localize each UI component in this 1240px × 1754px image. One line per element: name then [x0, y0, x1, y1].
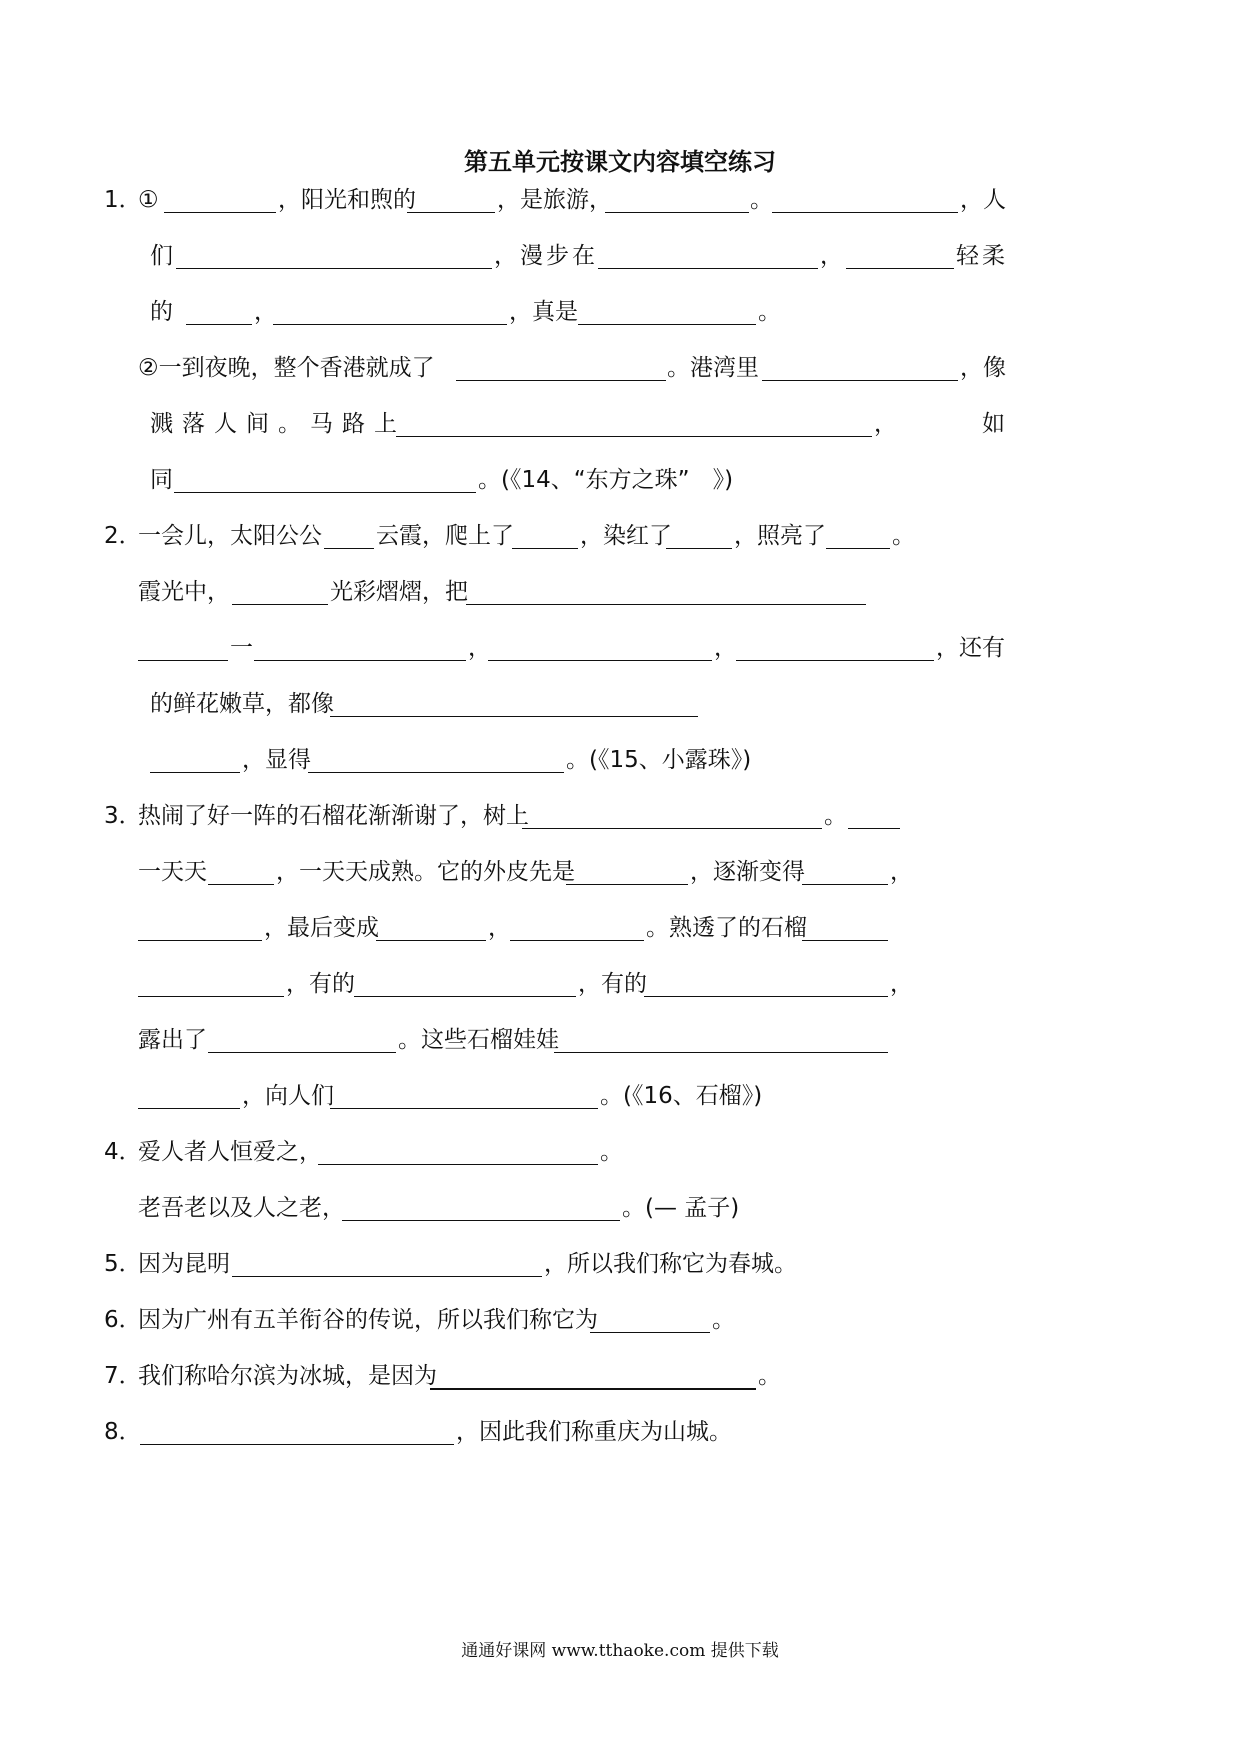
- text: 我们称哈尔滨为冰城，是因为: [138, 1363, 437, 1389]
- text: 因为昆明: [138, 1251, 230, 1277]
- fill-blank[interactable]: [826, 548, 890, 549]
- q4-line-2: [0, 1190, 1240, 1226]
- q3-line-3: [0, 910, 1240, 946]
- fill-blank[interactable]: [605, 212, 749, 213]
- fill-blank[interactable]: [138, 940, 262, 941]
- question-number: 7．: [104, 1363, 142, 1389]
- text: ，一天天成熟。它的外皮先是: [276, 859, 575, 885]
- fill-blank[interactable]: [396, 436, 872, 437]
- fill-blank[interactable]: [488, 660, 712, 661]
- fill-blank[interactable]: [254, 660, 466, 661]
- fill-blank[interactable]: [208, 1052, 396, 1053]
- text: ，像: [960, 355, 1006, 381]
- fill-blank[interactable]: [232, 1276, 542, 1277]
- q2-line-5: [0, 742, 1240, 778]
- text: ，有的: [578, 971, 647, 997]
- text: 云霞，爬上了: [376, 523, 514, 549]
- text: 。: [758, 1363, 781, 1389]
- fill-blank[interactable]: [318, 1164, 598, 1165]
- text: 。: [824, 803, 847, 829]
- text: 。(— 孟子): [622, 1195, 740, 1221]
- text: 的鲜花嫩草，都像: [150, 691, 334, 717]
- fill-blank[interactable]: [802, 884, 888, 885]
- fill-blank[interactable]: [554, 1052, 888, 1053]
- text: 因为广州有五羊衔谷的传说，所以我们称它为: [138, 1307, 598, 1333]
- fill-blank[interactable]: [666, 548, 732, 549]
- text: 一天天: [138, 859, 207, 885]
- fill-blank[interactable]: [510, 940, 644, 941]
- text: ①: [138, 187, 159, 213]
- fill-blank[interactable]: [407, 212, 495, 213]
- text: 。(《15、小露珠》): [566, 747, 752, 773]
- text: ，所以我们称它为春城。: [544, 1251, 797, 1277]
- q1-line-6: [0, 462, 1240, 498]
- page-title: 第五单元按课文内容填空练习: [464, 148, 776, 176]
- text: ，还有: [936, 635, 1005, 661]
- q3-line-6: [0, 1078, 1240, 1114]
- text: ，: [468, 635, 491, 661]
- text: 同: [150, 467, 173, 493]
- text: ，是旅游，: [497, 187, 612, 213]
- q2-line-3: [0, 630, 1240, 666]
- fill-blank[interactable]: [138, 996, 284, 997]
- text: ，人: [960, 187, 1006, 213]
- text: 。: [758, 299, 781, 325]
- fill-blank[interactable]: [848, 828, 900, 829]
- q6-line-1: [0, 1302, 1240, 1338]
- question-number: 3．: [104, 803, 142, 829]
- q2-line-2: [0, 574, 1240, 610]
- text: 热闹了好一阵的石榴花渐渐谢了，树上: [138, 803, 529, 829]
- fill-blank[interactable]: [846, 268, 954, 269]
- text: ，: [890, 971, 913, 997]
- q2-line-4: [0, 686, 1240, 722]
- text: ，向人们: [242, 1083, 334, 1109]
- text: 。(《14、“东方之珠” 》): [478, 467, 734, 493]
- text: ，逐渐变得: [690, 859, 805, 885]
- fill-blank[interactable]: [354, 996, 576, 997]
- footer-source: 通通好课网 www.tthaoke.com 提供下载: [461, 1641, 779, 1661]
- text: 如: [982, 411, 1005, 437]
- fill-blank[interactable]: [430, 1388, 756, 1390]
- q1-line-2: [0, 238, 1240, 274]
- fill-blank[interactable]: [174, 492, 476, 493]
- fill-blank[interactable]: [598, 268, 818, 269]
- text: 。(《16、石榴》): [600, 1083, 763, 1109]
- fill-blank[interactable]: [138, 1108, 240, 1109]
- fill-blank[interactable]: [512, 548, 578, 549]
- text: ，因此我们称重庆为山城。: [456, 1419, 732, 1445]
- fill-blank[interactable]: [772, 212, 958, 213]
- text: 爱人者人恒爱之，: [138, 1139, 322, 1165]
- text: 一会儿，太阳公公: [138, 523, 322, 549]
- fill-blank[interactable]: [208, 884, 274, 885]
- q1-line-4: [0, 350, 1240, 386]
- q1-line-5: [0, 406, 1240, 442]
- fill-blank[interactable]: [736, 660, 934, 661]
- text: 。这些石榴娃娃: [398, 1027, 559, 1053]
- text: 露出了: [138, 1027, 207, 1053]
- text: ②一到夜晚，整个香港就成了: [138, 355, 435, 381]
- fill-blank[interactable]: [456, 380, 666, 381]
- text: ，: [890, 859, 913, 885]
- text: 光彩熠熠，把: [330, 579, 468, 605]
- fill-blank[interactable]: [324, 548, 374, 549]
- text: ，漫步在: [494, 243, 598, 269]
- text: 。熟透了的石榴: [646, 915, 807, 941]
- text: ，: [714, 635, 737, 661]
- fill-blank[interactable]: [762, 380, 958, 381]
- text: 轻柔: [956, 243, 1008, 269]
- fill-blank[interactable]: [578, 324, 756, 325]
- question-number: 2．: [104, 523, 142, 549]
- q7-line-1: [0, 1358, 1240, 1394]
- fill-blank[interactable]: [273, 324, 507, 325]
- fill-blank[interactable]: [802, 940, 888, 941]
- text: ，染红了: [580, 523, 672, 549]
- q3-line-4: [0, 966, 1240, 1002]
- fill-blank[interactable]: [176, 268, 492, 269]
- question-number: 8．: [104, 1419, 142, 1445]
- text: ，: [874, 411, 897, 437]
- text: 。: [750, 187, 773, 213]
- q2-line-1: [0, 518, 1240, 554]
- text: 。: [892, 523, 915, 549]
- q3-line-5: [0, 1022, 1240, 1058]
- text: ，: [820, 243, 843, 269]
- text: 。: [600, 1139, 623, 1165]
- text: ，阳光和煦的: [278, 187, 416, 213]
- fill-blank[interactable]: [376, 940, 486, 941]
- q8-line-1: [0, 1414, 1240, 1450]
- fill-blank[interactable]: [590, 1332, 710, 1333]
- text: 老吾老以及人之老，: [138, 1195, 345, 1221]
- fill-blank[interactable]: [232, 604, 328, 605]
- fill-blank[interactable]: [140, 1444, 454, 1445]
- fill-blank[interactable]: [330, 1108, 598, 1109]
- text: 。: [712, 1307, 735, 1333]
- text: 一: [230, 635, 253, 661]
- text: 霞光中，: [138, 579, 230, 605]
- fill-blank[interactable]: [150, 772, 240, 773]
- text: ，显得: [242, 747, 311, 773]
- fill-blank[interactable]: [308, 772, 564, 773]
- q4-line-1: [0, 1134, 1240, 1170]
- fill-blank[interactable]: [164, 212, 276, 213]
- q1-line-1: [0, 182, 1240, 218]
- q3-line-2: [0, 854, 1240, 890]
- question-number: 4．: [104, 1139, 142, 1165]
- fill-blank[interactable]: [566, 884, 688, 885]
- text: ，: [254, 299, 277, 325]
- text: ，真是: [509, 299, 578, 325]
- fill-blank[interactable]: [342, 1220, 620, 1221]
- fill-blank[interactable]: [138, 660, 228, 661]
- fill-blank[interactable]: [522, 828, 822, 829]
- fill-blank[interactable]: [644, 996, 888, 997]
- q1-line-3: [0, 294, 1240, 330]
- q3-line-1: [0, 798, 1240, 834]
- text: ，: [488, 915, 511, 941]
- fill-blank[interactable]: [330, 716, 698, 717]
- question-number: 1．: [104, 187, 142, 213]
- text: 。港湾里: [667, 355, 759, 381]
- text: 的: [150, 299, 173, 325]
- text: 溅落人间。马路上: [150, 411, 406, 437]
- question-number: 6．: [104, 1307, 142, 1333]
- q5-line-1: [0, 1246, 1240, 1282]
- text: 们: [150, 243, 173, 269]
- text: ，照亮了: [734, 523, 826, 549]
- text: ，最后变成: [264, 915, 379, 941]
- fill-blank[interactable]: [466, 604, 866, 605]
- fill-blank[interactable]: [186, 324, 252, 325]
- text: ，有的: [286, 971, 355, 997]
- question-number: 5．: [104, 1251, 142, 1277]
